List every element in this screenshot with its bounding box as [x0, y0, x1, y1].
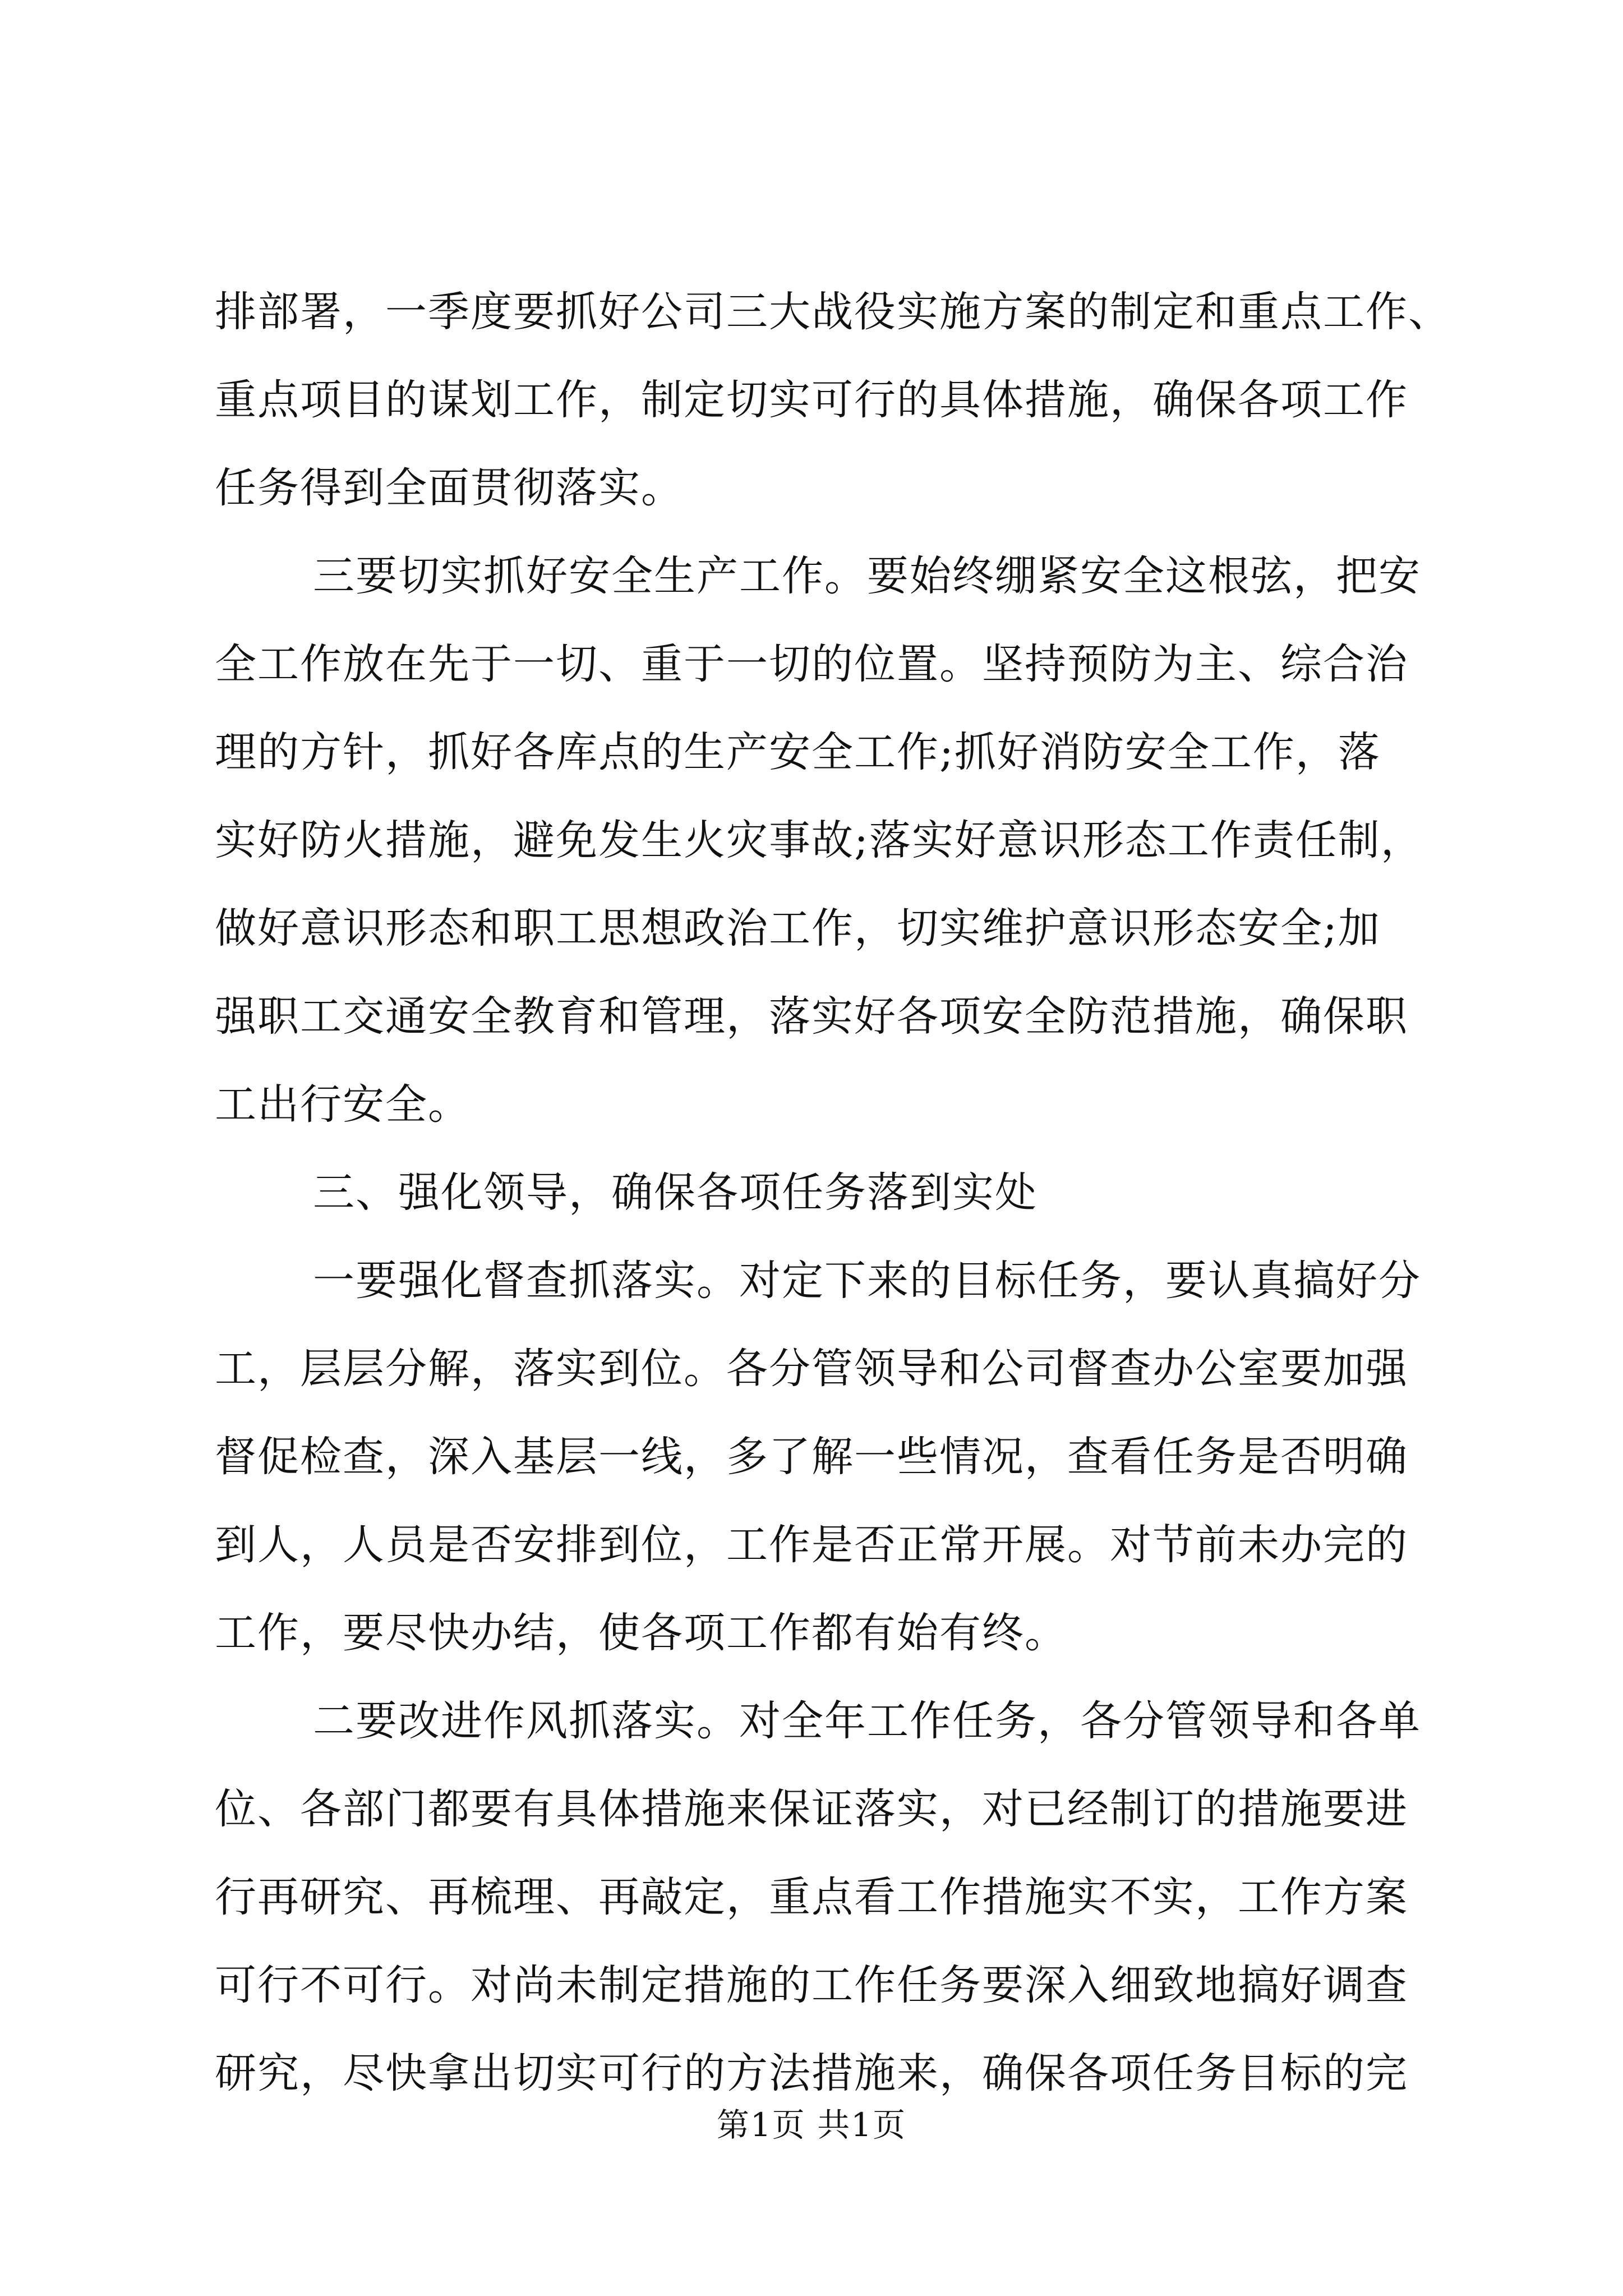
text-line: 工，层层分解，落实到位。各分管领导和公司督查办公室要加强 — [215, 1345, 1408, 1393]
text-line: 工作，要尽快办结，使各项工作都有始有终。 — [215, 1609, 1067, 1657]
text-line-indented: 二要改进作风抓落实。对全年工作任务，各分管领导和各单 — [313, 1697, 1421, 1745]
text-line: 实好防火措施，避免发生火灾事故;落实好意识形态工作责任制， — [215, 816, 1423, 864]
text-line: 强职工交通安全教育和管理，落实好各项安全防范措施，确保职 — [215, 992, 1408, 1041]
text-line: 工出行安全。 — [215, 1080, 471, 1129]
text-line: 重点项目的谋划工作，制定切实可行的具体措施，确保各项工作 — [215, 376, 1408, 424]
text-line-indented: 一要强化督查抓落实。对定下来的目标任务，要认真搞好分 — [313, 1257, 1421, 1305]
paragraph-3 — [215, 1237, 1472, 1677]
page-footer: 第1页 共1页 — [716, 2106, 907, 2144]
text-line: 研究，尽快拿出切实可行的方法措施来，确保各项任务目标的完 — [215, 2049, 1408, 2097]
text-line-indented: 三要切实抓好安全生产工作。要始终绷紧安全这根弦，把安 — [313, 552, 1421, 600]
paragraph-4 — [215, 1677, 1472, 2118]
document-body — [215, 268, 1472, 2118]
text-line: 排部署，一季度要抓好公司三大战役实施方案的制定和重点工作、 — [215, 288, 1451, 336]
paragraph-2 — [215, 532, 1472, 1149]
text-line: 全工作放在先于一切、重于一切的位置。坚持预防为主、综合治 — [215, 640, 1408, 688]
text-line: 可行不可行。对尚未制定措施的工作任务要深入细致地搞好调查 — [215, 1961, 1408, 2009]
paragraph-1 — [215, 268, 1472, 532]
text-line: 督促检查，深入基层一线，多了解一些情况，查看任务是否明确 — [215, 1433, 1408, 1481]
text-line: 行再研究、再梳理、再敲定，重点看工作措施实不实，工作方案 — [215, 1873, 1408, 1921]
section-heading — [215, 1149, 1472, 1237]
heading-text: 三、强化领导，确保各项任务落到实处 — [313, 1168, 1038, 1217]
text-line: 到人，人员是否安排到位，工作是否正常开展。对节前未办完的 — [215, 1521, 1408, 1569]
text-line: 位、各部门都要有具体措施来保证落实，对已经制订的措施要进 — [215, 1785, 1408, 1833]
text-line: 做好意识形态和职工思想政治工作，切实维护意识形态安全;加 — [215, 904, 1381, 953]
text-line: 理的方针，抓好各库点的生产安全工作;抓好消防安全工作，落 — [215, 728, 1381, 776]
text-line: 任务得到全面贯彻落实。 — [215, 464, 684, 512]
